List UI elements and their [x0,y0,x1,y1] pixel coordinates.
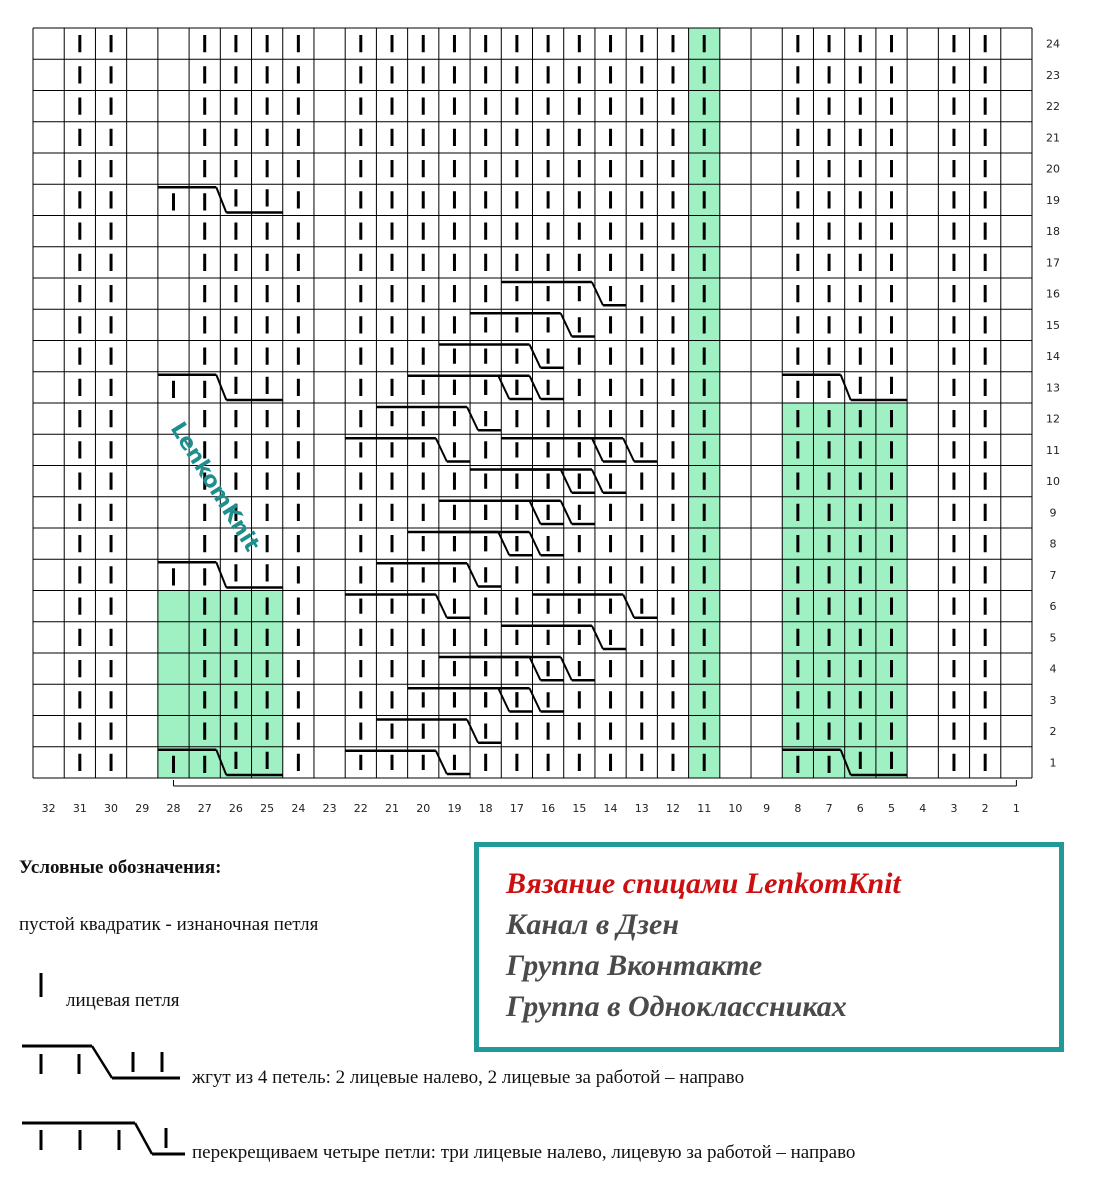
row-label: 1 [1049,756,1057,770]
row-label: 23 [1046,68,1060,82]
legend-cable-text: жгут из 4 петель: 2 лицевые налево, 2 лицевые за работой – направо [192,1067,745,1088]
col-label: 1 [1012,802,1020,815]
cross-diagonal [436,438,447,461]
cross-diagonal [467,720,478,743]
cross-diagonal [530,376,541,399]
cross-diagonal [561,501,572,524]
row-label: 3 [1049,693,1057,707]
brand-title[interactable]: Вязание спицами LenkomKnit [506,867,901,900]
col-label: 17 [509,802,524,815]
row-label: 9 [1049,506,1057,520]
col-label: 3 [950,802,958,815]
legend-cross-text: перекрещиваем четыре петли: три лицевые налево, лицевую за работой – направо [192,1142,856,1163]
row-label: 22 [1046,100,1060,114]
col-label: 13 [634,802,649,815]
col-label: 28 [166,802,181,815]
cross-diagonal [530,657,541,680]
cable-diagonal [216,375,226,400]
row-label: 14 [1046,350,1060,364]
col-label: 5 [888,802,896,815]
col-label: 32 [41,802,56,815]
row-label: 17 [1046,256,1060,270]
legend-cable-symbol [22,1046,180,1078]
col-label: 14 [603,802,618,815]
col-label: 10 [728,802,743,815]
row-label: 15 [1046,318,1060,332]
cable-diagonal [216,187,226,212]
col-label: 19 [447,802,462,815]
cross-diagonal [592,470,603,493]
cable-diagonal [841,375,851,400]
cross-diagonal [467,407,478,430]
row-label: 7 [1049,568,1057,582]
cross-diagonal [592,282,603,305]
col-label: 26 [228,802,243,815]
col-label: 4 [919,802,927,815]
col-label: 25 [260,802,275,815]
cross-diagonal [530,345,541,368]
cross-diagonal [467,563,478,586]
brand-vk-link[interactable]: Группа Вконтакте [506,949,763,982]
brand-box [474,842,1064,1052]
cross-diagonal [561,313,572,336]
legend-cross-symbol [22,1123,185,1154]
col-label: 12 [665,802,680,815]
col-label: 9 [763,802,771,815]
row-label: 19 [1046,193,1060,207]
col-label: 11 [697,802,712,815]
row-label: 11 [1046,443,1060,457]
cross-diagonal [592,626,603,649]
col-label: 21 [385,802,400,815]
col-label: 29 [135,802,150,815]
col-label: 27 [197,802,212,815]
col-label: 16 [541,802,556,815]
col-label: 8 [794,802,802,815]
legend-purl-text: пустой квадратик - изнаночная петля [19,914,319,935]
row-label: 13 [1046,381,1060,395]
brand-dzen-link[interactable]: Канал в Дзен [506,908,679,941]
cross-diagonal [436,751,447,774]
cross-diagonal [561,657,572,680]
cross-diagonal [623,438,634,461]
cross-diagonal [592,438,603,461]
cross-diagonal [561,470,572,493]
col-label: 31 [72,802,87,815]
row-label: 6 [1049,600,1057,614]
col-label: 23 [322,802,337,815]
cross-diagonal [530,688,541,711]
row-label: 18 [1046,225,1060,239]
cross-diagonal [436,595,447,618]
row-label: 21 [1046,131,1060,145]
col-label: 30 [104,802,119,815]
col-label: 20 [416,802,431,815]
col-label: 6 [856,802,864,815]
cross-diagonal [498,532,509,555]
cross-diagonal [530,532,541,555]
cross-diagonal [498,376,509,399]
row-label: 24 [1046,37,1060,51]
brand-ok-link[interactable]: Группа в Одноклассниках [506,990,847,1023]
row-label: 10 [1046,475,1060,489]
cross-diagonal [623,595,634,618]
row-label: 20 [1046,162,1060,176]
col-label: 2 [981,802,989,815]
col-label: 7 [825,802,833,815]
row-label: 16 [1046,287,1060,301]
cable-diagonal [216,562,226,587]
row-label: 12 [1046,412,1060,426]
row-label: 4 [1049,662,1057,676]
row-label: 2 [1049,725,1057,739]
row-label: 8 [1049,537,1057,551]
col-label: 24 [291,802,306,815]
row-label: 5 [1049,631,1057,645]
col-label: 15 [572,802,587,815]
col-label: 22 [353,802,368,815]
legend-title: Условные обозначения: [19,857,222,878]
cross-diagonal [530,501,541,524]
legend-knit-text: лицевая петля [66,990,180,1011]
cross-diagonal [498,688,509,711]
watermark-text: LenkomKnit [164,417,265,557]
col-label: 18 [478,802,493,815]
